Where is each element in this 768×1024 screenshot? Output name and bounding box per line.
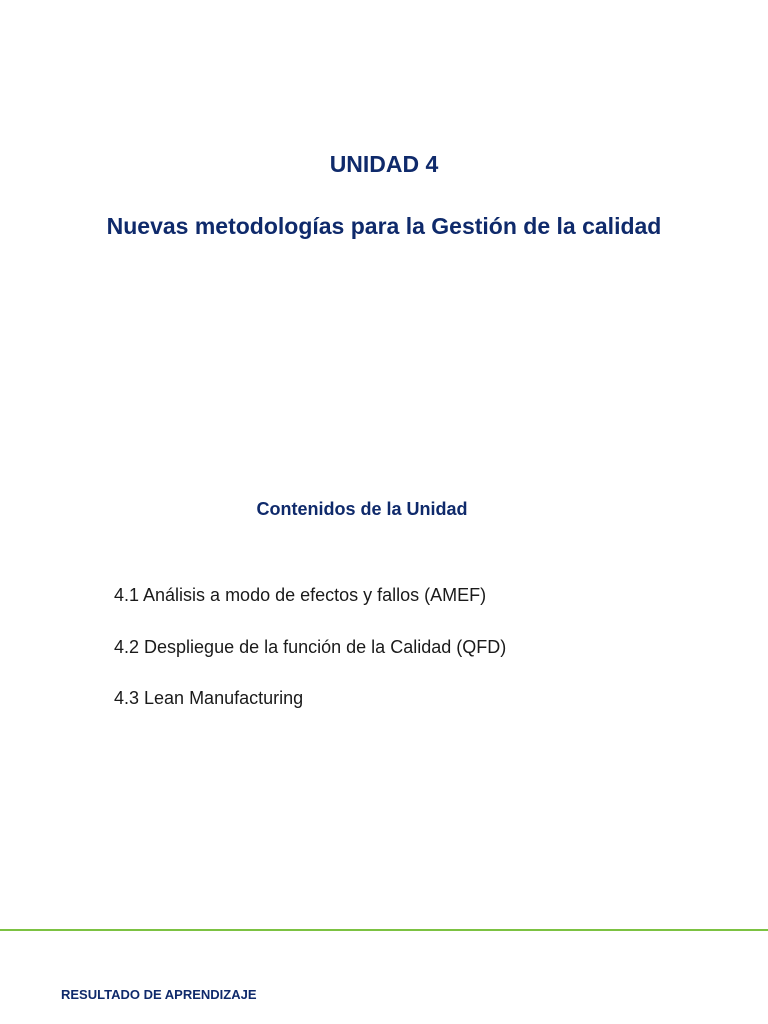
contents-item: 4.3 Lean Manufacturing	[114, 688, 304, 708]
contents-list	[114, 582, 506, 737]
contents-item: 4.1 Análisis a modo de efectos y fallos (AMEF)	[114, 585, 487, 605]
contents-item: 4.2 Despliegue de la función de la Calidad (QFD)	[114, 636, 507, 657]
contents-heading: Contenidos de la Unidad	[256, 499, 468, 519]
unit-title: UNIDAD 4	[329, 151, 439, 177]
unit-subtitle: Nuevas metodologías para la Gestión de la calidad	[106, 213, 662, 239]
section-divider	[0, 929, 768, 931]
learning-outcome-heading: RESULTADO DE APRENDIZAJE	[61, 987, 257, 1002]
